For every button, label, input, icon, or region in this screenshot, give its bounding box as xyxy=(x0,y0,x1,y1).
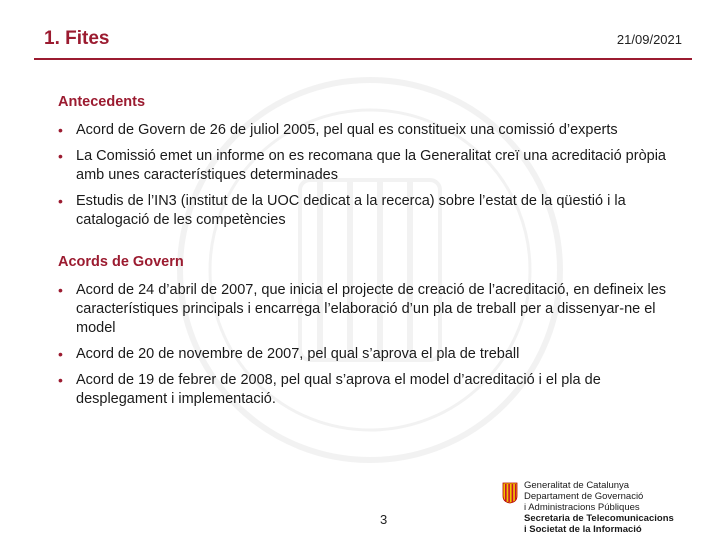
bullet-icon: • xyxy=(58,122,63,138)
bullet-list xyxy=(58,121,678,230)
logo-line: i Societat de la Informació xyxy=(524,524,642,535)
slide-content xyxy=(58,92,678,431)
list-item xyxy=(58,345,678,364)
bullet-icon: • xyxy=(58,282,63,298)
title-divider xyxy=(34,58,692,60)
list-item xyxy=(58,281,678,338)
generalitat-logo xyxy=(502,480,702,536)
bullet-text: Acord de Govern de 26 de juliol 2005, pel qual es constitueix una comissió d’experts xyxy=(76,122,618,138)
logo-text xyxy=(524,480,674,535)
section-heading: Antecedents xyxy=(58,94,146,110)
logo-line: Generalitat de Catalunya xyxy=(524,480,630,491)
slide-date: 21/09/2021 xyxy=(616,32,682,47)
logo-line: Departament de Governació xyxy=(524,491,644,502)
section-heading: Acords de Govern xyxy=(58,254,184,270)
bullet-text: La Comissió emet un informe on es recomana que la Generalitat creï una acreditació pròpia amb unes característiques determinades xyxy=(76,148,666,183)
bullet-text: Estudis de l’IN3 (institut de la UOC dedicat a la recerca) sobre l’estat de la qüestió i la catalogació de les competències xyxy=(76,193,626,228)
logo-line: Secretaria de Telecomunicacions xyxy=(524,513,674,524)
bullet-text: Acord de 24 d’abril de 2007, que inicia el projecte de creació de l’acreditació, en defineix les característiques principals i encarrega l’elaboració d’un pla de treball per a dissenyar-ne el model xyxy=(76,282,667,336)
list-item xyxy=(58,147,678,185)
bullet-text: Acord de 20 de novembre de 2007, pel qual s’aprova el pla de treball xyxy=(76,346,520,362)
list-item xyxy=(58,371,678,409)
catalan-coat-of-arms-icon xyxy=(502,482,518,504)
bullet-text: Acord de 19 de febrer de 2008, pel qual s’aprova el model d’acreditació i el pla de desplegament i implementació. xyxy=(76,372,601,407)
logo-line: i Administracions Públiques xyxy=(524,502,640,513)
list-item xyxy=(58,192,678,230)
page-number: 3 xyxy=(380,512,388,527)
bullet-icon: • xyxy=(58,148,63,164)
section-antecedents xyxy=(58,92,678,230)
slide-title: 1. Fites xyxy=(44,28,110,49)
list-item xyxy=(58,121,678,140)
bullet-icon: • xyxy=(58,193,63,209)
section-acords-de-govern xyxy=(58,252,678,409)
bullet-list xyxy=(58,281,678,409)
bullet-icon: • xyxy=(58,346,63,362)
bullet-icon: • xyxy=(58,372,63,388)
